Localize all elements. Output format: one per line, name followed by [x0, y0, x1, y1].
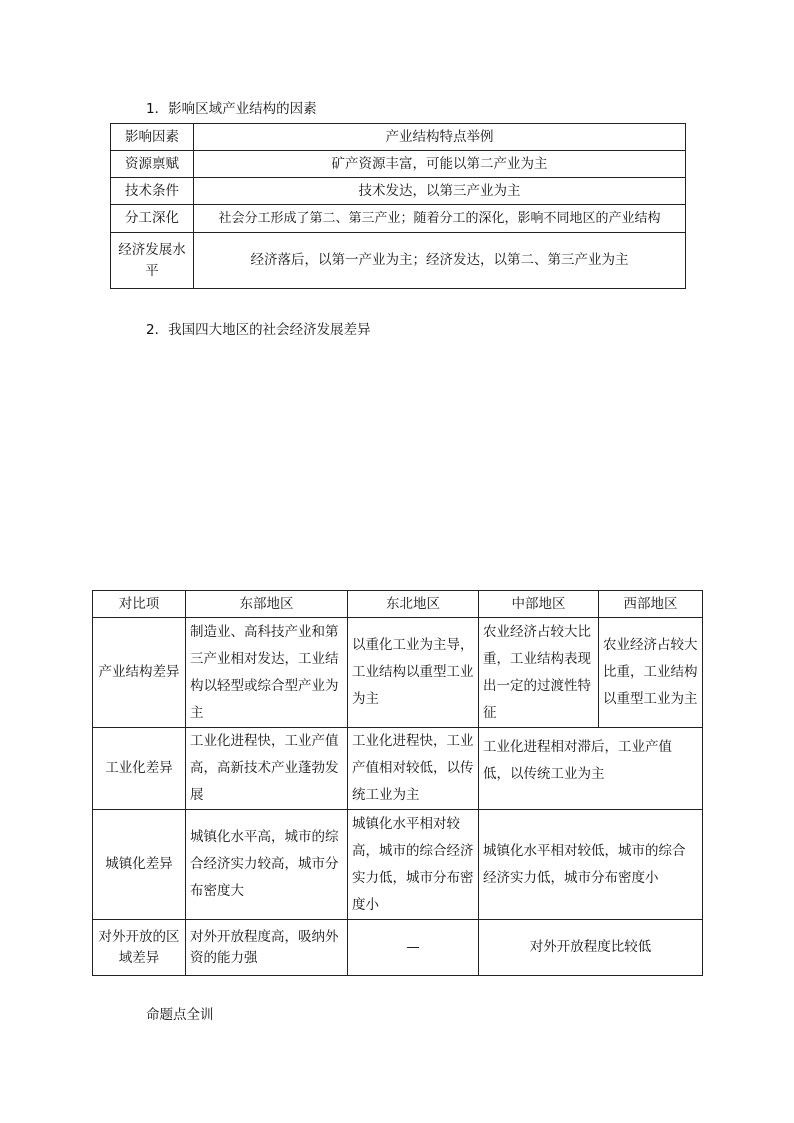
- row-label: 工业化差异: [93, 728, 186, 810]
- central-west-cell: 城镇化水平相对较低，城市的综合经济实力低，城市分布密度小: [479, 810, 703, 920]
- section-1-heading: 1．影响区域产业结构的因素: [146, 101, 317, 117]
- east-cell: 制造业、高科技产业和第三产业相对发达，工业结构以轻型或综合型产业为主: [186, 618, 348, 728]
- factor-cell: 技术条件: [111, 178, 194, 205]
- west-cell: 农业经济占较大比重，工业结构以重型工业为主: [599, 618, 703, 728]
- header-central: 中部地区: [479, 591, 599, 618]
- table-header-row: [111, 124, 686, 151]
- east-cell: 对外开放程度高，吸纳外资的能力强: [186, 920, 348, 976]
- factor-cell: 资源禀赋: [111, 151, 194, 178]
- northeast-cell: 以重化工业为主导，工业结构以重型工业为主: [348, 618, 479, 728]
- table-header-row: [93, 591, 703, 618]
- table-row-urbanization: [93, 810, 703, 920]
- example-cell: 矿产资源丰富，可能以第二产业为主: [194, 151, 686, 178]
- table-row-industrialization: [93, 728, 703, 810]
- factor-cell: 经济发展水平: [111, 233, 194, 289]
- table-row: [111, 205, 686, 233]
- regions-table: [92, 590, 703, 976]
- central-cell: 农业经济占较大比重，工业结构表现出一定的过渡性特征: [479, 618, 599, 728]
- example-cell: 技术发达，以第三产业为主: [194, 178, 686, 205]
- factor-cell: 分工深化: [111, 205, 194, 233]
- table-row-opening: [93, 920, 703, 976]
- table-row: [111, 233, 686, 289]
- example-cell: 社会分工形成了第二、第三产业；随着分工的深化，影响不同地区的产业结构: [194, 205, 686, 233]
- row-label: 产业结构差异: [93, 618, 186, 728]
- header-west: 西部地区: [599, 591, 703, 618]
- table-row: [111, 151, 686, 178]
- row-label: 对外开放的区域差异: [93, 920, 186, 976]
- northeast-cell: 工业化进程快，工业产值相对较低，以传统工业为主: [348, 728, 479, 810]
- example-cell: 经济落后，以第一产业为主；经济发达，以第二、第三产业为主: [194, 233, 686, 289]
- header-factor: 影响因素: [111, 124, 194, 151]
- section-2-heading: 2．我国四大地区的社会经济发展差异: [146, 322, 371, 338]
- header-east: 东部地区: [186, 591, 348, 618]
- east-cell: 工业化进程快，工业产值高，高新技术产业蓬勃发展: [186, 728, 348, 810]
- northeast-cell: 城镇化水平相对较高，城市的综合经济实力低，城市分布密度小: [348, 810, 479, 920]
- header-example: 产业结构特点举例: [194, 124, 686, 151]
- east-cell: 城镇化水平高，城市的综合经济实力较高，城市分布密度大: [186, 810, 348, 920]
- row-label: 城镇化差异: [93, 810, 186, 920]
- northeast-cell: —: [348, 920, 479, 976]
- table-row-industry: [93, 618, 703, 728]
- central-west-cell: 工业化进程相对滞后，工业产值低，以传统工业为主: [479, 728, 703, 810]
- factors-table: [110, 123, 686, 289]
- header-item: 对比项: [93, 591, 186, 618]
- footer-text: 命题点全训: [146, 1007, 214, 1023]
- central-west-cell: 对外开放程度比较低: [479, 920, 703, 976]
- table-row: [111, 178, 686, 205]
- header-northeast: 东北地区: [348, 591, 479, 618]
